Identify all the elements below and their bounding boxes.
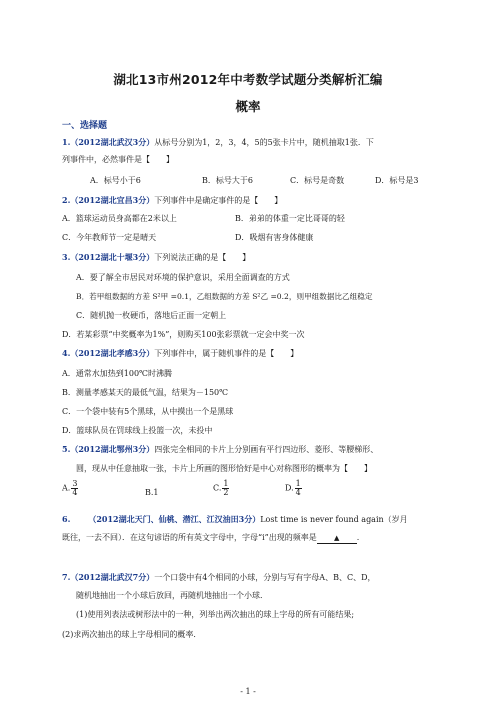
option-d: D．吸烟有害身体健康 <box>235 233 314 242</box>
question-number: 5. <box>62 444 71 454</box>
option-b: B.1 <box>145 488 159 497</box>
fraction: $\frac{3}{4}$ <box>72 479 78 497</box>
fraction: $\frac{1}{2}$ <box>223 479 229 497</box>
section-heading: 一、选择题 <box>62 121 108 131</box>
question-source: （2012湖北宜昌3分） <box>70 195 155 205</box>
question-text-cont: 列事件中，必然事件是【 】 <box>62 155 174 164</box>
question-number: 4. <box>62 348 71 358</box>
sub-question-1: (1)使用列表法或树形法中的一种，列举出两次抽出的球上字母的所有可能结果; <box>76 610 355 619</box>
option-a: A．通常水加热到100℃时沸腾 <box>62 369 172 378</box>
question-source: （2012湖北天门、仙桃、潜江、江汉油田3分） <box>88 514 261 524</box>
question-text: 下列事件中是确定事件的是【 】 <box>154 196 283 205</box>
option-d: D．篮球队员在罚球线上投篮一次，未投中 <box>62 426 213 435</box>
option-c: C．一个袋中装有5个黑球，从中摸出一个是黑球 <box>62 407 234 416</box>
option-d: D. $\frac{1}{4}$ <box>285 479 301 497</box>
option-a: A．篮球运动员身高都在2米以上 <box>62 214 177 223</box>
question-text-cont: 随机地抽出一个小球后放回，再随机地抽出一个小球． <box>76 591 268 600</box>
question-source: （2012湖北孝感3分） <box>70 348 155 358</box>
question-source: （2012湖北武汉7分） <box>70 572 155 582</box>
option-d: D．若某彩票“中奖概率为1%”，则购买100张彩票就一定会中奖一次 <box>62 330 305 339</box>
question-text: 从标号分别为1，2，3，4，5的5张卡片中，随机抽取1张．下 <box>154 138 374 147</box>
question-number: 7. <box>62 572 71 582</box>
question-number: 6. <box>62 514 71 524</box>
fraction: $\frac{1}{4}$ <box>295 479 301 497</box>
option-a: A．要了解全市居民对环境的保护意识，采用全面调查的方式 <box>76 273 290 282</box>
option-c: C．今年教师节一定是晴天 <box>62 233 157 242</box>
question-1 <box>62 137 374 148</box>
question-text-cont: 圆，现从中任意抽取一张，卡片上所画的图形恰好是中心对称图形的概率为【 】 <box>76 464 372 473</box>
option-b: B．标号大于6 <box>202 176 253 185</box>
option-a: A. $\frac{3}{4}$ <box>62 479 78 497</box>
page-number: - 1 - <box>240 687 256 696</box>
question-text: Lost time is never found again（岁月 <box>260 515 408 524</box>
document-title: 湖北13市州2012年中考数学试题分类解析汇编 <box>113 72 383 87</box>
option-c: C．标号是奇数 <box>290 176 345 185</box>
option-b: B．弟弟的体重一定比哥哥的轻 <box>235 214 345 223</box>
question-text: 下列说法正确的是【 】 <box>154 253 251 262</box>
answer-blank: ▲ <box>317 533 357 544</box>
option-a: A．标号小于6 <box>90 176 141 185</box>
question-source: （2012湖北鄂州3分） <box>70 444 155 454</box>
question-3 <box>62 252 250 263</box>
question-number: 2. <box>62 195 71 205</box>
question-5 <box>62 444 378 455</box>
question-4 <box>62 348 298 359</box>
question-source: （2012湖北十堰3分） <box>70 252 155 262</box>
question-number: 3. <box>62 252 71 262</box>
question-source: （2012湖北武汉3分） <box>70 137 155 147</box>
question-number: 1. <box>62 137 71 147</box>
option-b: B．测量孝感某天的最低气温，结果为－150℃ <box>62 388 229 397</box>
question-7 <box>62 572 375 583</box>
question-6 <box>62 514 408 525</box>
option-c: C. $\frac{1}{2}$ <box>213 479 229 497</box>
question-text: 下列事件中，属于随机事件的是【 】 <box>154 349 299 358</box>
question-2 <box>62 195 282 206</box>
option-d: D．标号是3 <box>375 176 419 185</box>
document-subtitle: 概率 <box>235 99 261 114</box>
question-text: 四张完全相同的卡片上分别画有平行四边形、菱形、等腰梯形、 <box>154 445 379 454</box>
question-text-cont: 既往，一去不回）．在这句谚语的所有英文字母中，字母“i”出现的频率是 ▲ . <box>62 533 360 542</box>
question-text: 一个口袋中有4个相同的小球，分别与写有字母A、B、C、D， <box>154 573 376 582</box>
option-c: C．随机抛一枚硬币，落地后正面一定朝上 <box>76 311 227 320</box>
sub-question-2: (2)求两次抽出的球上字母相同的概率． <box>62 630 202 639</box>
option-b: B．若甲组数据的方差 S²甲 =0.1，乙组数据的方差 S²乙 =0.2，则甲组数据比乙组稳定 <box>76 292 373 301</box>
